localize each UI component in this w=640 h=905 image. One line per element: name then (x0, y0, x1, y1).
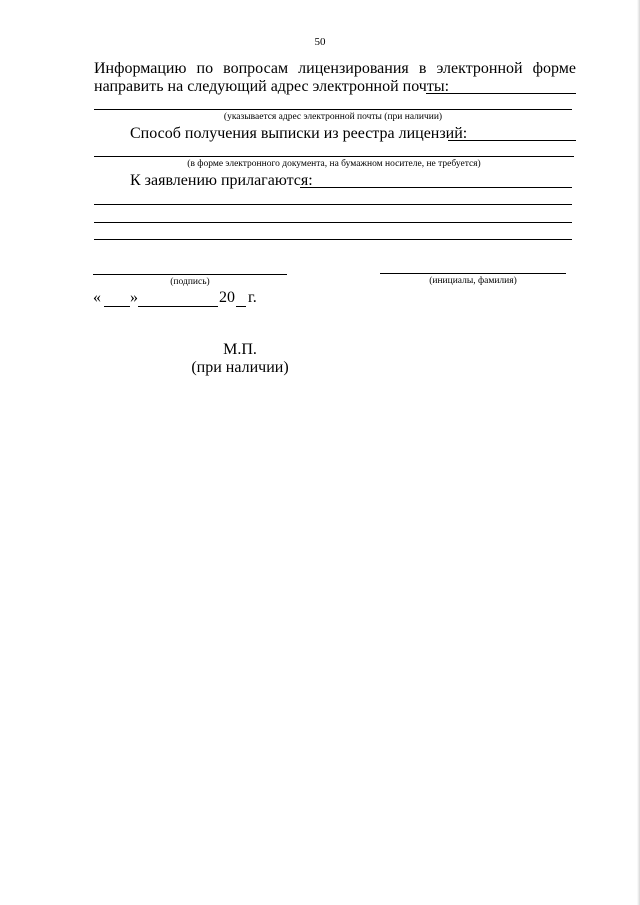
attachments-blank (300, 187, 572, 188)
email-info-line-1: Информацию по вопросам лицензирования в электронной форме (94, 60, 576, 77)
date-close-quote: » (130, 289, 138, 306)
stamp-note: (при наличии) (191, 359, 289, 376)
email-address-hint: (указывается адрес электронной почты (при наличии) (223, 112, 443, 122)
name-hint: (инициалы, фамилия) (429, 276, 517, 286)
email-info-line-2: направить на следующий адрес электронной почты: (94, 78, 450, 95)
date-year-suffix: г. (248, 289, 257, 306)
email-address-blank (426, 93, 576, 94)
attachments-blank-line-4 (94, 239, 572, 240)
email-address-blank-line-2 (94, 109, 572, 110)
date-month-blank (138, 306, 218, 307)
date-day-blank (104, 306, 130, 307)
page-number: 50 (314, 36, 326, 48)
date-year-blank (236, 306, 246, 307)
date-year-prefix: 20 (219, 289, 235, 306)
attachments-blank-line-3 (94, 222, 572, 223)
signature-blank (93, 274, 287, 275)
date-open-quote: « (93, 289, 101, 306)
stamp-label: М.П. (223, 341, 257, 358)
extract-method-hint: (в форме электронного документа, на бумажном носителе, не требуется) (187, 159, 481, 169)
extract-method-blank-line-2 (94, 156, 574, 157)
extract-method-label: Способ получения выписки из реестра лицензий: (130, 125, 468, 142)
extract-method-blank (448, 140, 576, 141)
attachments-label: К заявлению прилагаются: (130, 172, 313, 189)
attachments-blank-line-2 (94, 204, 572, 205)
name-blank (380, 273, 566, 274)
signature-hint: (подпись) (170, 277, 210, 287)
